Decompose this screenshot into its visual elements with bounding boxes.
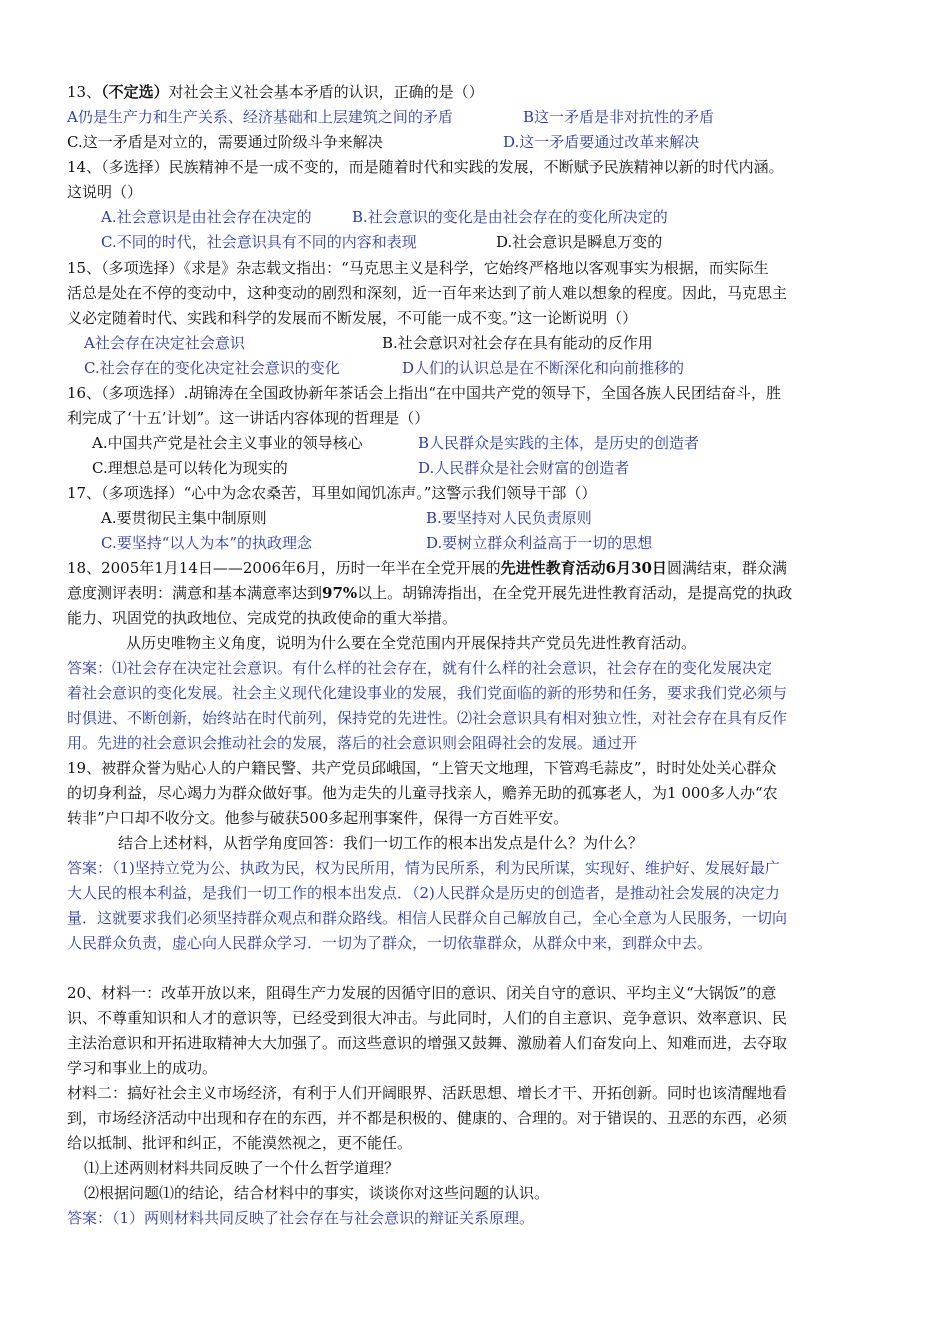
q15-option-b: B.社会意识对社会存在具有能动的反作用 xyxy=(382,334,653,352)
q15-option-a: A社会存在决定社会意识 xyxy=(84,334,245,352)
q20-material1-line3: 主法治意识和开拓进取精神大大加强了。而这些意识的增强又鼓舞、激励着人们奋发向上、知难而进，去夺取 xyxy=(67,1034,788,1052)
q14-option-d: D.社会意识是瞬息万变的 xyxy=(496,233,663,251)
q20-question2: ⑵根据问题⑴的结论，结合材料中的事实，谈谈你对这些问题的认识。 xyxy=(84,1184,550,1202)
q19-answer-line2: 大人民的根本利益，是我们一切工作的根本出发点．（2)人民群众是历史的创造者，是推动社会发展的决定力 xyxy=(67,884,780,902)
q15-option-c: C.社会存在的变化决定社会意识的变化 xyxy=(84,359,340,377)
q13-option-a: A仍是生产力和生产关系、经济基础和上层建筑之间的矛盾 xyxy=(67,108,453,126)
q20-question1: ⑴上述两则材料共同反映了一个什么哲学道理？ xyxy=(84,1159,400,1177)
q19-answer-line3: 量．这就要求我们必须坚持群众观点和群众路线。相信人民群众自己解放自己，全心全意为人民服务，一切向 xyxy=(67,909,788,927)
q17-option-b: B.要坚持对人民负责原则 xyxy=(426,509,592,527)
q18-stem-line2 xyxy=(67,581,792,605)
q13-stem-line xyxy=(67,80,484,104)
q15-stem-line3: 义必定随着时代、实践和科学的发展而不断发展，不可能一成不变。”这一论断说明（） xyxy=(67,309,638,327)
q18-answer-line4: 用。先进的社会意识会推动社会的发展，落后的社会意识则会阻碍社会的发展。通过开 xyxy=(67,734,638,752)
q18-stem-line1 xyxy=(67,556,787,580)
q19-question: 结合上述材料，从哲学角度回答：我们一切工作的根本出发点是什么？为什么？ xyxy=(118,834,644,852)
q16-option-b: B人民群众是实践的主体，是历史的创造者 xyxy=(418,434,700,452)
q18-stem-line2-pre: 意度测评表明：满意和基本满意率达到 xyxy=(67,584,323,602)
q13-option-b: B这一矛盾是非对抗性的矛盾 xyxy=(523,108,715,126)
q20-material1-line4: 学习和事业上的成功。 xyxy=(67,1059,218,1077)
q18-stem-line1-post: 圆满结束，群众满 xyxy=(666,559,787,577)
q13-option-c: C.这一矛盾是对立的，需要通过阶级斗争来解决 xyxy=(67,133,383,151)
q19-answer-line1: 答案：（1)坚持立党为公、执政为民，权为民所用，情为民所系，利为民所谋，实现好、维护好、发展好最广 xyxy=(67,859,780,877)
q18-stem-line1-pre: 18、2005年1月14日——2006年6月，历时一年半在全党开展的 xyxy=(67,559,501,577)
q17-option-a: A.要贯彻民主集中制原则 xyxy=(101,509,267,527)
q13-stem: 对社会主义社会基本矛盾的认识，正确的是（） xyxy=(168,83,484,101)
q15-stem-line2: 活总是处在不停的变动中，这种变动的剧烈和深刻，近一百年来达到了前人难以想象的程度。因此，马克思主 xyxy=(67,284,788,302)
q19-stem-line1: 19、被群众誉为贴心人的户籍民警、共产党员邱峨国，“上管天文地理，下管鸡毛蒜皮”，时时处处关心群众 xyxy=(67,759,777,777)
q20-material2-line2: 到，市场经济活动中出现和存在的东西，并不都是积极的、健康的、合理的。对于错误的、丑恶的东西，必须 xyxy=(67,1109,788,1127)
q16-option-a: A.中国共产党是社会主义事业的领导核心 xyxy=(92,434,363,452)
q14-stem-line1: 14、（多选择）民族精神不是一成不变的，而是随着时代和实践的发展，不断赋予民族精神以新的时代内涵。 xyxy=(67,158,784,176)
q13-option-d: D.这一矛盾要通过改革来解决 xyxy=(503,133,700,151)
q20-material2-line1: 材料二：搞好社会主义市场经济，有利于人们开阔眼界、活跃思想、增长才干、开拓创新。同时也该清醒地看 xyxy=(67,1084,788,1102)
q20-material2-line3: 给以抵制、批评和纠正，不能漠然视之，更不能任。 xyxy=(67,1134,413,1152)
q14-option-b: B.社会意识的变化是由社会存在的变化所决定的 xyxy=(352,208,668,226)
q20-material1-line1: 20、材料一：改革开放以来，阻碍生产力发展的因循守旧的意识、闭关自守的意识、平均主义“大锅饭”的意 xyxy=(67,984,777,1002)
q16-option-d: D.人民群众是社会财富的创造者 xyxy=(418,459,630,477)
q19-stem-line2: 的切身利益，尽心竭力为群众做好事。他为走失的儿童寻找亲人，赡养无助的孤寡老人，为1 000多人办“农 xyxy=(67,784,778,802)
q19-answer-line4: 人民群众负责，虚心向人民群众学习．一切为了群众，一切依靠群众，从群众中来，到群众中去。 xyxy=(67,934,713,952)
q13-number: 13、 xyxy=(67,83,102,101)
q16-stem-line2: 利完成了‘十五’计划”。这一讲话内容体现的哲理是（） xyxy=(67,409,430,427)
q18-question: 从历史唯物主义角度，说明为什么要在全党范围内开展保持共产党员先进性教育活动。 xyxy=(126,634,697,652)
q18-answer-line2: 着社会意识的变化发展。社会主义现代化建设事业的发展，我们党面临的新的形势和任务，要求我们党必须与 xyxy=(67,684,788,702)
q14-stem-line2: 这说明（） xyxy=(67,183,143,201)
q20-answer-line1: 答案：（1）两则材料共同反映了社会存在与社会意识的辩证关系原理。 xyxy=(67,1209,535,1227)
q17-option-d: D.要树立群众利益高于一切的思想 xyxy=(426,534,653,552)
q18-answer-line1: 答案：⑴社会存在决定社会意识。有什么样的社会存在，就有什么样的社会意识，社会存在的变化发展决定 xyxy=(67,659,773,677)
q18-stem-line1-bold: 先进性教育活动6月30日 xyxy=(500,559,667,577)
q17-stem: 17、（多项选择）“心中为念农桑苦，耳里如闻饥冻声。”这警示我们领导干部（） xyxy=(67,484,597,502)
q14-option-c: C.不同的时代，社会意识具有不同的内容和表现 xyxy=(101,233,417,251)
q14-option-a: A.社会意识是由社会存在决定的 xyxy=(101,208,312,226)
q18-stem-line2-post: 以上。胡锦涛指出，在全党开展先进性教育活动，是提高党的执政 xyxy=(357,584,793,602)
q18-stem-line2-bold: 97% xyxy=(322,584,358,602)
q15-stem-line1: 15、（多项选择）《求是》杂志载文指出：“马克思主义是科学，它始终严格地以客观事实为根据，而实际生 xyxy=(67,259,769,277)
q17-option-c: C.要坚持“以人为本”的执政理念 xyxy=(101,534,313,552)
q16-stem-line1: 16、（多项选择）.胡锦涛在全国政协新年茶话会上指出“在中国共产党的领导下，全国各族人民团结奋斗，胜 xyxy=(67,384,782,402)
q19-stem-line3: 转非”户口却不收分文。他参与破获500多起刑事案件，保得一方百姓平安。 xyxy=(67,809,569,827)
q13-tag: （不定选） xyxy=(101,83,169,101)
q15-option-d: D人们的认识总是在不断深化和向前推移的 xyxy=(402,359,685,377)
q20-material1-line2: 识、不尊重知识和人才的意识等，已经受到很大冲击。与此同时，人们的自主意识、竞争意识、效率意识、民 xyxy=(67,1009,788,1027)
q18-stem-line3: 能力、巩固党的执政地位、完成党的执政使命的重大举措。 xyxy=(67,609,458,627)
q18-answer-line3: 时俱进、不断创新，始终站在时代前列，保持党的先进性。⑵社会意识具有相对独立性，对社会存在具有反作 xyxy=(67,709,788,727)
q16-option-c: C.理想总是可以转化为现实的 xyxy=(92,459,288,477)
